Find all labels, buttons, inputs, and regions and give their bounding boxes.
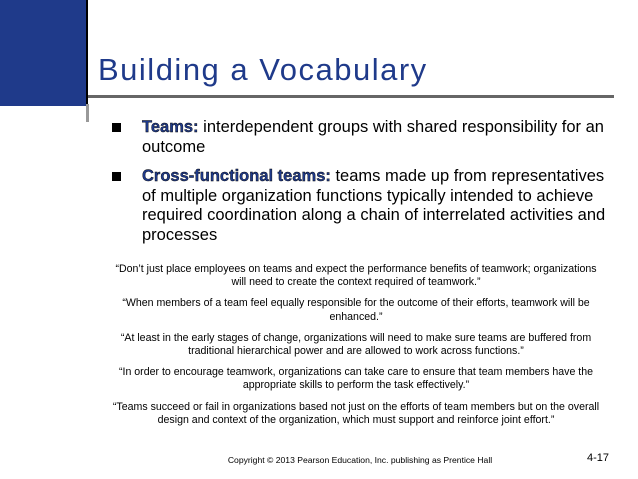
square-bullet-icon (112, 172, 121, 181)
definition-teams: interdependent groups with shared responsibility for an outcome (142, 118, 604, 156)
quote-3: “At least in the early stages of change, organizations will need to make sure teams are buffered from traditional hierarchical power and are allowed to work across functions.” (120, 331, 592, 358)
copyright-footer: Copyright © 2013 Pearson Education, Inc. publishing as Prentice Hall (227, 455, 493, 465)
bullet-tab-accent (86, 104, 89, 122)
page-number: 4-17 (587, 452, 610, 464)
side-accent-bar (0, 0, 86, 106)
quotes-block (110, 263, 602, 435)
quote-2: “When members of a team feel equally responsible for the outcome of their efforts, teamwork will be enhanced.” (122, 297, 590, 323)
quote-4: “In order to encourage teamwork, organizations can take care to ensure that team members have the appropriate skills to perform the task effectively.” (118, 366, 594, 392)
quote-5: “Teams succeed or fail in organizations based not just on the efforts of team members but on the overall design and context of the organization, which must support and reinforce joint effort.” (112, 400, 600, 426)
term-cross-functional-teams: Cross-functional teams: (142, 167, 331, 185)
bullet-cross-functional-teams (108, 167, 614, 245)
square-bullet-icon (112, 123, 121, 132)
bullet-teams (108, 118, 614, 157)
definition-cross-functional-teams: teams made up from representatives of multiple organization functions typically intended to achieve required coordination along a chain of interrelated activities and processes (142, 167, 606, 244)
quote-1: “Don’t just place employees on teams and expect the performance benefits of teamwork; organizations will need to create the context required of teamwork.” (115, 263, 597, 289)
slide-title: Building a Vocabulary (98, 52, 428, 87)
title-underline (88, 95, 614, 98)
term-teams: Teams: (142, 118, 199, 136)
side-accent-rule (86, 0, 88, 106)
definition-list (108, 118, 614, 255)
